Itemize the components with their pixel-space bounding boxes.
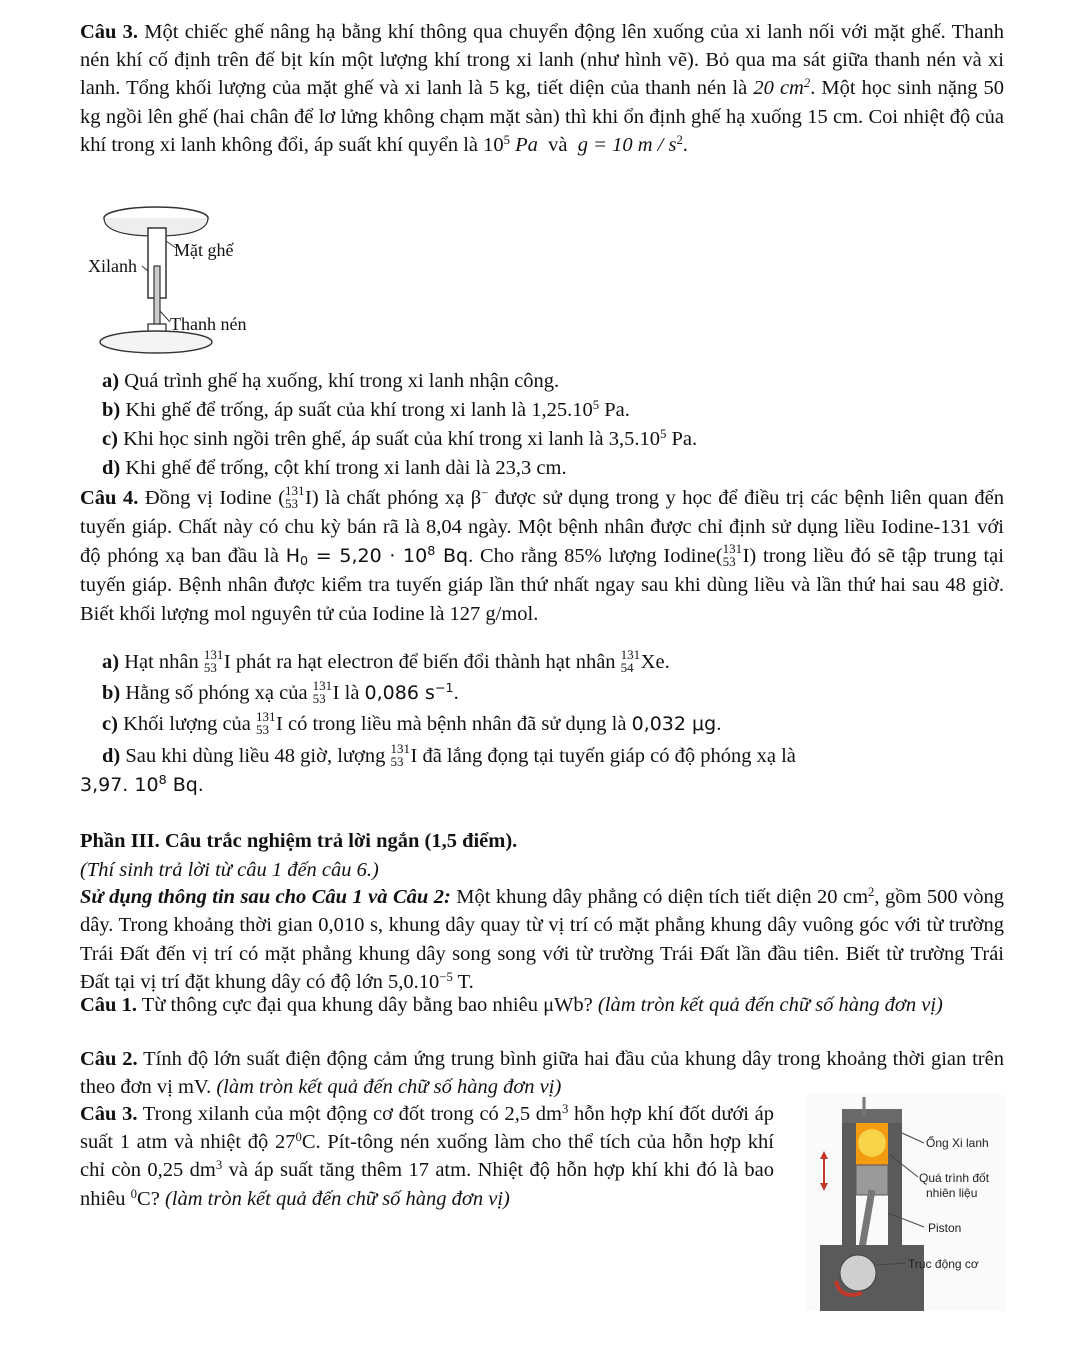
q3-item-a: a) Quá trình ghế hạ xuống, khí trong xi lanh nhận công.: [102, 370, 560, 392]
pointer-1: [902, 1133, 924, 1143]
nuclide-xe131: 131 54: [620, 647, 641, 675]
engine-diagram: [806, 1095, 1006, 1311]
pointer-rod: [160, 311, 170, 322]
engine-label-crankshaft: Trục động cơ: [908, 1257, 979, 1271]
label-rod: Thanh nén: [170, 314, 247, 334]
engine-label-combustion-1: Quá trình đốt: [919, 1171, 990, 1185]
part3-q1: Câu 1. Từ thông cực đại qua khung dây bằng bao nhiêu μWb? (làm tròn kết quả đến chữ số hàng đơn vị): [80, 994, 943, 1016]
q3-item-d: d) Khi ghế để trống, cột khí trong xi lanh dài là 23,3 cm.: [102, 457, 567, 479]
q4-item-d: d) Sau khi dùng liều 48 giờ, lượng 131 53 I đã lắng đọng tại tuyến giáp có độ phóng xạ là: [102, 741, 796, 769]
engine-label-combustion-2: nhiên liệu: [926, 1186, 978, 1200]
cylinder-wall-left: [842, 1117, 856, 1247]
q3-label: Câu 3.: [80, 21, 139, 43]
motion-arrow-up: [820, 1151, 828, 1159]
engine-label-piston: Piston: [928, 1221, 962, 1235]
nuclide-i131: 131 53: [722, 541, 743, 569]
cylinder-wall-right: [888, 1117, 902, 1247]
part3-q2: Câu 2. Tính độ lớn suất điện động cảm ứng trung bình giữa hai đầu của khung dây trong khoảng thời gian trên theo đơn vị mV. (làm tròn kết quả đến chữ số hàng đơn vị): [80, 1048, 1004, 1099]
motion-arrow-down: [820, 1183, 828, 1191]
q4-label: Câu 4.: [80, 487, 139, 509]
q4-paragraph: Câu 4. Đồng vị Iodine ( 131 53 I) là chất phóng xạ β− được sử dụng trong y học để điều trị các bệnh liên quan đến tuyến giáp. Chất này có chu kỳ bán rã là 8,04 ngày. Một bệnh nhân được chỉ định sử dụng liều Iodine-131 với độ phóng xạ ban đầu là $H_0 = 5,20 \cdot 10^8$ Bq. Cho rằng 85% lượng Iodine( 131 53 I) trong liều đó sẽ tập trung tại tuyến giáp. Bệnh nhân được kiểm tra tuyến giáp lần thứ nhất ngay sau khi dùng liều và lần thứ hai sau 48 giờ. Biết khối lượng mol nguyên tử của Iodine là 127 g/mol.: [80, 483, 1004, 625]
chair-figure: [80, 196, 280, 356]
q4-item-b: b) Hằng số phóng xạ của 131 53 I là 0,086 $s^{-1}$.: [102, 678, 459, 706]
nuclide-i131: 131 53: [256, 709, 276, 737]
nuclide-i131: 131 53: [203, 647, 224, 675]
nuclide-i131: 131 53: [312, 678, 333, 706]
engine-figure: [806, 1095, 1006, 1311]
rod: [154, 266, 160, 326]
q4-item-a: a) Hạt nhân 131 53 I phát ra hạt electron để biến đổi thành hạt nhân 131 54 Xe.: [102, 647, 670, 675]
q4-item-c: c) Khối lượng của 131 53 I có trong liều mà bệnh nhân đã sử dụng là 0,032 μg.: [102, 709, 722, 737]
q4-item-d-value: 3,97. $10^8$ Bq.: [80, 772, 204, 796]
part3-note: (Thí sinh trả lời từ câu 1 đến câu 6.): [80, 859, 379, 881]
nuclide-i131: 131 53: [285, 483, 305, 511]
part3-lead: Sử dụng thông tin sau cho Câu 1 và Câu 2: Một khung dây phẳng có diện tích tiết diện 20 $cm^2$, gồm 500 vòng dây. Trong khoảng thời gian 0,010 s, khung dây quay từ vị trí có mặt phẳng khung dây vuông góc với từ trường Trái Đất đến vị trí có mặt phẳng khung dây song song với từ trường Trái Đất lần đầu tiên. Biết từ trường Trái Đất tại vị trí đặt khung dây có độ lớn $5,0.10^{-5}$ T.: [80, 885, 1004, 993]
part3-q3: Câu 3. Trong xilanh của một động cơ đốt trong có 2,5 $dm^3$ hỗn hợp khí đốt dưới áp suất 1 atm và nhiệt độ $27^0C$. Pít-tông nén xuống làm cho thể tích của hỗn hợp khí chỉ còn 0,25 $dm^3$ và áp suất tăng thêm 17 atm. Nhiệt độ hỗn hợp khí khi đó là bao nhiêu $^0$C? (làm tròn kết quả đến chữ số hàng đơn vị): [80, 1102, 774, 1210]
cylinder-head: [842, 1109, 902, 1123]
q3-item-c: c) Khi học sinh ngồi trên ghế, áp suất của khí trong xi lanh là 3,5.10$^5$ Pa.: [102, 427, 698, 450]
nuclide-i131: 131 53: [390, 741, 410, 769]
label-seat: Mặt ghế: [174, 240, 234, 260]
pointer-cylinder: [142, 266, 148, 271]
q3-paragraph: Câu 3. Một chiếc ghế nâng hạ bằng khí thông qua chuyển động lên xuống của xi lanh nối với mặt ghế. Thanh nén khí cố định trên đế bịt kín một lượng khí trong xi lanh (như hình vẽ). Bỏ qua ma sát giữa thanh nén và xi lanh. Tổng khối lượng của mặt ghế và xi lanh là 5 kg, tiết diện của thanh nén là 20 $cm^2$. Một học sinh nặng 50 kg ngồi lên ghế (hai chân để lơ lửng không chạm mặt sàn) thì khi ổn định ghế hạ xuống 15 cm. Coi nhiệt độ của khí trong xi lanh không đổi, áp suất khí quyển là $10^5$ Pa và g = 10 m / $s^2$.: [80, 21, 1005, 156]
flame-core: [858, 1129, 886, 1157]
part3-title: Phần III. Câu trắc nghiệm trả lời ngắn (1,5 điểm).: [80, 830, 518, 852]
crankshaft: [840, 1255, 876, 1291]
engine-label-cylinder: Ống Xi lanh: [926, 1136, 989, 1150]
q3-item-b: b) Khi ghế để trống, áp suất của khí trong xi lanh là 1,25.10$^5$ Pa.: [102, 398, 630, 421]
label-cylinder: Xilanh: [88, 256, 137, 276]
